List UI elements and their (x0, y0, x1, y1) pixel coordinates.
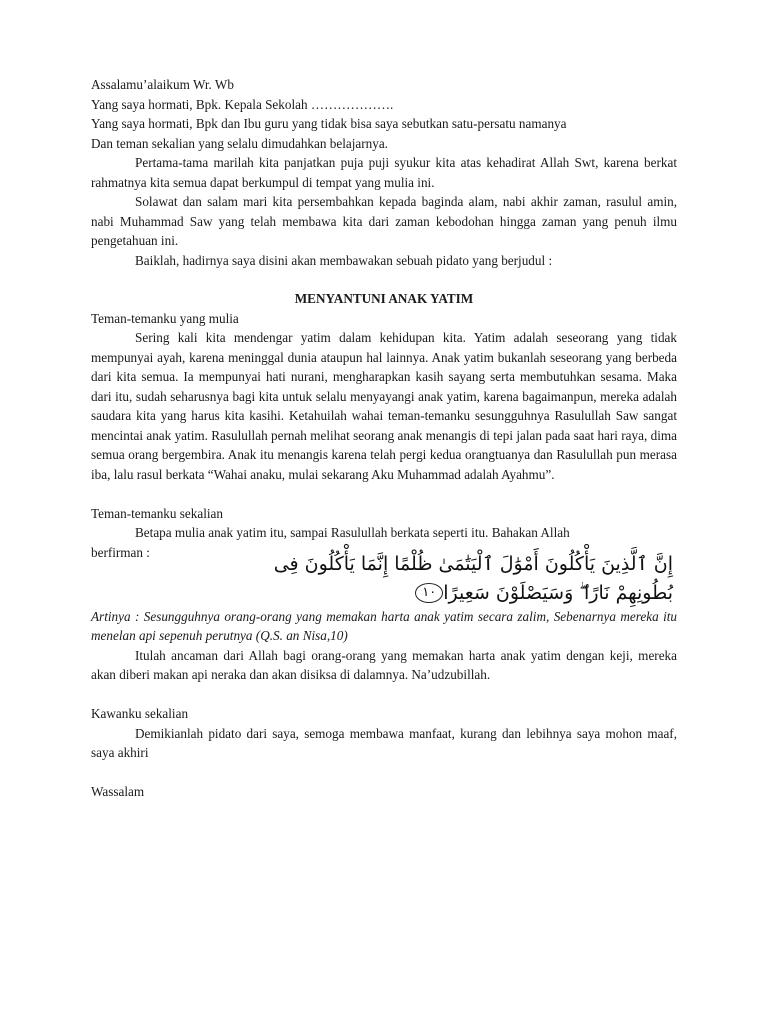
section2-follow-paragraph: Itulah ancaman dari Allah bagi orang-orang yang memakan harta anak yatim dengan keji, mereka akan diberi makan api neraka dan akan disiksa di dalamnya. Na’udzubillah. (91, 647, 677, 682)
closing-paragraph: Demikianlah pidato dari saya, semoga membawa manfaat, kurang dan lebihnya saya mohon maaf, saya akhiri (91, 725, 677, 760)
verse-translation: Artinya : Sesungguhnya orang-orang yang memakan harta anak yatim secara zalim, Sebenarnya mereka itu menelan api sepenuh perutnya (Q.S. an Nisa,10) (91, 608, 677, 643)
greeting-friends-line: Dan teman sekalian yang selalu dimudahkan belajarnya. (91, 135, 388, 151)
section1-greeting: Teman-temanku yang mulia (91, 310, 239, 326)
intro-paragraph-gratitude: Pertama-tama marilah kita panjatkan puja puji syukur kita atas kehadirat Allah Swt, karena berkat rahmatnya kita semua dapat berkumpul di tempat yang mulia ini. (91, 155, 677, 190)
intro-paragraph-announcement: Baiklah, hadirnya saya disini akan membawakan sebuah pidato yang berjudul : (135, 252, 553, 268)
section2-paragraph-line1: Betapa mulia anak yatim itu, sampai Rasulullah berkata seperti itu. Bahakan Allah (135, 525, 570, 540)
quran-verse-line2-wrap (274, 580, 673, 607)
blank-line (91, 685, 677, 705)
blank-line (91, 484, 677, 504)
quran-verse-line2: بُطُونِهِمْ نَارًا ۖ وَسَيَصْلَوْنَ سَعِيرًا (443, 581, 673, 604)
section2-greeting: Teman-temanku sekalian (91, 505, 223, 521)
closing-greeting: Kawanku sekalian (91, 706, 189, 721)
ayah-number-marker: ١٠ (415, 583, 443, 603)
greeting-teachers-line: Yang saya hormati, Bpk dan Ibu guru yang tidak bisa saya sebutkan satu-persatu namanya (91, 116, 567, 131)
section1-paragraph: Sering kali kita mendengar yatim dalam kehidupan kita. Yatim adalah seseorang yang tidak mempunyai ayah, karena meninggal dunia ataupun hal lainnya. Anak yatim bukanlah seseorang yang berbeda dari kita semua. Ia mempunyai hati nurani, mengharapkan kasih sayang serta membutuhkan sesama. Maka dari itu, sudah seharusnya bagi kita untuk selalu menyayangi anak yatim, karena bagaimanpun, mereka adalah saudara kita yang harus kita kasihi. Ketahuilah wahai teman-temanku sesungguhnya Rasulullah Saw sangat mencintai anak yatim. Rasulullah pernah melihat seorang anak menangis di tepi jalan pada saat hari raya, dima semua orang bergembira. Anak itu menangis karena telah pergi kedua orangtuanya dan Rasulullah pun merasa iba, lalu rasul berkata “Wahai anaku, mulai sekarang Aku Muhammad adalah Ayahmu”. (91, 330, 677, 482)
greeting-principal-line: Yang saya hormati, Bpk. Kepala Sekolah ………………. (91, 96, 394, 112)
quran-verse-line1: إِنَّ ٱلَّذِينَ يَأْكُلُونَ أَمْوَٰلَ ٱلْيَتَٰمَىٰ ظُلْمًا إِنَّمَا يَأْكُلُونَ فِى (273, 552, 673, 575)
salutation-line: Assalamu’alaikum Wr. Wb (91, 77, 234, 92)
document-page (91, 75, 677, 802)
intro-paragraph-salawat: Solawat dan salam mari kita persembahkan kepada baginda alam, nabi akhir zaman, rasulul amin, nabi Muhammad Saw yang telah membawa kita dari zaman kebodohan hingga zaman yang penuh ilmu pengetahuan ini. (91, 194, 677, 248)
quran-verse (274, 543, 677, 607)
blank-line (91, 763, 677, 783)
speech-title: MENYANTUNI ANAK YATIM (294, 291, 474, 306)
verse-block (91, 543, 677, 607)
section2-paragraph-line2: berfirman : (91, 544, 150, 560)
farewell-line: Wassalam (91, 784, 145, 799)
